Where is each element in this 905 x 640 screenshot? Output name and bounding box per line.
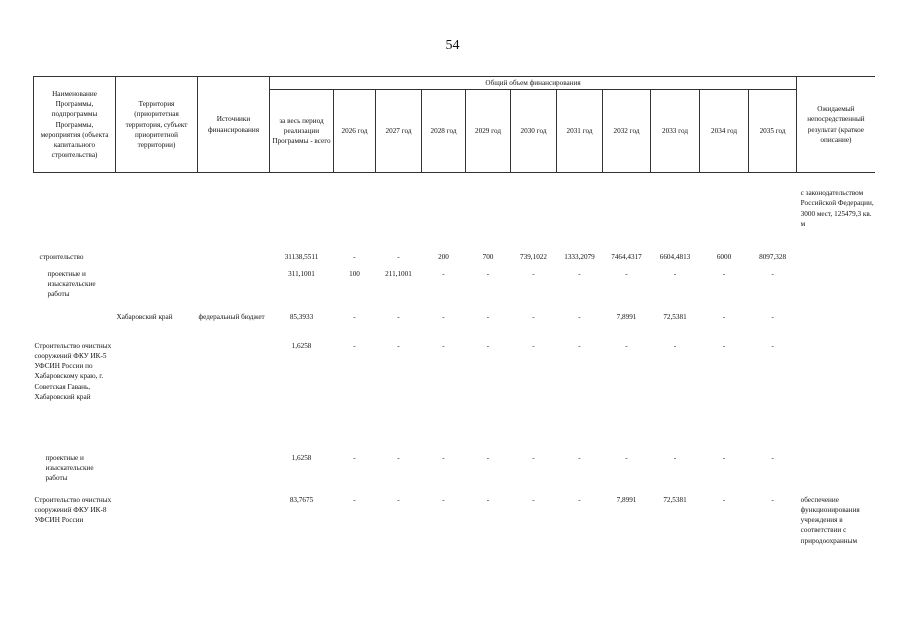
row-value: - <box>442 453 445 462</box>
row-value: - <box>771 269 774 278</box>
header-name: Наименование Программы, подпрограммы Программы, мероприятия (объекта капитального строительства) <box>34 77 116 173</box>
header-year: 2034 год <box>700 90 749 173</box>
row-territory: Хабаровский край <box>116 312 173 321</box>
row-territory <box>116 341 198 453</box>
row-source <box>198 341 270 453</box>
row-value: 7464,4317 <box>611 252 642 261</box>
row-value: 6000 <box>716 252 732 261</box>
row-value: 100 <box>349 269 360 278</box>
row-source <box>198 173 270 252</box>
row-value: - <box>673 269 677 278</box>
row-value: - <box>722 312 726 321</box>
row-value: - <box>442 341 445 350</box>
row-value: - <box>625 453 628 462</box>
row-value: - <box>532 495 535 504</box>
row-value: - <box>397 495 400 504</box>
row-value <box>466 173 511 252</box>
row-result: обеспечение функционирования учреждения в соответствии с природоохранным <box>800 495 860 545</box>
row-value: - <box>397 252 400 261</box>
table-row <box>34 495 875 561</box>
header-total-group: Общий объем финансирования <box>270 77 797 90</box>
row-source <box>198 269 270 312</box>
row-name: строительство <box>39 252 84 261</box>
financing-table <box>33 76 875 561</box>
row-territory <box>116 495 198 561</box>
header-year: 2028 год <box>422 90 466 173</box>
row-result <box>797 269 875 312</box>
row-value: - <box>771 495 774 504</box>
table-row <box>34 269 875 312</box>
row-value: - <box>673 453 677 462</box>
row-value: - <box>625 269 628 278</box>
row-value: - <box>486 341 490 350</box>
row-result <box>797 341 875 453</box>
header-territory: Территория (приоритетная территория, субъект приоритетной территории) <box>116 77 198 173</box>
row-value: - <box>578 341 581 350</box>
row-value: - <box>353 252 356 261</box>
row-value: - <box>442 312 445 321</box>
header-year: 2035 год <box>749 90 797 173</box>
row-value: - <box>353 495 356 504</box>
header-result: Ожидаемый непосредственный результат (краткое описание) <box>797 77 875 173</box>
row-value: 7,8991 <box>616 312 637 321</box>
row-value <box>651 173 700 252</box>
row-value: - <box>353 341 356 350</box>
row-value: - <box>771 341 774 350</box>
row-value: 8097,328 <box>759 252 787 261</box>
row-value: - <box>625 341 628 350</box>
row-name <box>34 173 116 252</box>
table-body <box>34 173 875 561</box>
row-value: 1333,2079 <box>564 252 595 261</box>
row-total: 1,6258 <box>291 341 312 350</box>
row-name <box>34 312 116 341</box>
row-value <box>557 173 603 252</box>
row-value: - <box>397 341 400 350</box>
row-value: - <box>771 312 774 321</box>
row-value <box>511 173 557 252</box>
header-year: 2026 год <box>334 90 376 173</box>
header-year: 2033 год <box>651 90 700 173</box>
row-source <box>198 453 270 495</box>
row-value <box>422 173 466 252</box>
header-year: 2030 год <box>511 90 557 173</box>
row-source <box>198 495 270 561</box>
table-row <box>34 252 875 269</box>
row-value: - <box>353 453 356 462</box>
row-value: 700 <box>482 252 494 261</box>
header-year: 2032 год <box>603 90 651 173</box>
row-value: - <box>722 495 726 504</box>
row-value: 7,8991 <box>616 495 637 504</box>
row-value <box>376 173 422 252</box>
row-value: - <box>353 312 356 321</box>
row-value: - <box>532 312 535 321</box>
row-territory <box>116 252 198 269</box>
row-value <box>603 173 651 252</box>
row-value: - <box>578 312 581 321</box>
row-territory <box>116 453 198 495</box>
row-value: 72,5381 <box>663 495 687 504</box>
row-name: Строительство очистных сооружений ФКУ ИК-5 УФСИН России по Хабаровскому краю, г. Советская Гавань, Хабаровский край <box>34 341 112 401</box>
row-value: - <box>722 341 726 350</box>
row-value <box>749 173 797 252</box>
row-value: 739,1022 <box>520 252 547 261</box>
table-row <box>34 341 875 453</box>
row-value: 200 <box>438 252 449 261</box>
row-value: - <box>532 341 535 350</box>
row-value: - <box>442 269 445 278</box>
table-row <box>34 173 875 252</box>
row-territory <box>116 269 198 312</box>
table-header <box>34 77 875 173</box>
row-name: проектные и изыскательские работы <box>47 269 96 299</box>
header-total: за весь период реализации Программы - всего <box>270 90 334 173</box>
row-total: 83,7675 <box>289 495 314 504</box>
row-result <box>797 252 875 269</box>
header-source: Источники финансирования <box>198 77 270 173</box>
row-value: - <box>771 453 774 462</box>
row-value: - <box>722 453 726 462</box>
row-total <box>270 173 334 252</box>
row-value: - <box>532 269 535 278</box>
header-year: 2027 год <box>376 90 422 173</box>
row-total: 31138,5511 <box>284 252 319 261</box>
row-result <box>797 453 875 495</box>
page-number: 54 <box>445 38 460 53</box>
row-value <box>334 173 376 252</box>
row-value: - <box>486 453 490 462</box>
row-value: - <box>578 269 581 278</box>
row-value: - <box>486 495 490 504</box>
row-value: 72,5381 <box>663 312 687 321</box>
row-value: - <box>486 312 490 321</box>
header-year: 2029 год <box>466 90 511 173</box>
row-value: - <box>442 495 445 504</box>
row-source <box>198 252 270 269</box>
row-value: - <box>722 269 726 278</box>
row-value: - <box>673 341 677 350</box>
row-territory <box>116 173 198 252</box>
header-year: 2031 год <box>557 90 603 173</box>
row-total: 311,1001 <box>288 269 315 278</box>
row-value: - <box>578 495 581 504</box>
row-value: - <box>397 312 400 321</box>
row-result <box>797 312 875 341</box>
row-value <box>700 173 749 252</box>
table-row <box>34 312 875 341</box>
row-source: федеральный бюджет <box>198 312 265 321</box>
row-value: - <box>532 453 535 462</box>
table-row <box>34 453 875 495</box>
row-total: 1,6258 <box>291 453 312 462</box>
row-value: - <box>486 269 490 278</box>
row-name: Строительство очистных сооружений ФКУ ИК-8 УФСИН России <box>34 495 112 525</box>
row-result: с законодательством Российской Федерации, 3000 мест, 125479,3 кв. м <box>800 189 874 228</box>
row-total: 85,3933 <box>289 312 314 321</box>
row-value: - <box>578 453 581 462</box>
row-value: - <box>397 453 400 462</box>
row-value: 211,1001 <box>385 269 412 278</box>
row-value: 6604,4813 <box>659 252 691 261</box>
row-name: проектные и изыскательские работы <box>45 453 94 483</box>
